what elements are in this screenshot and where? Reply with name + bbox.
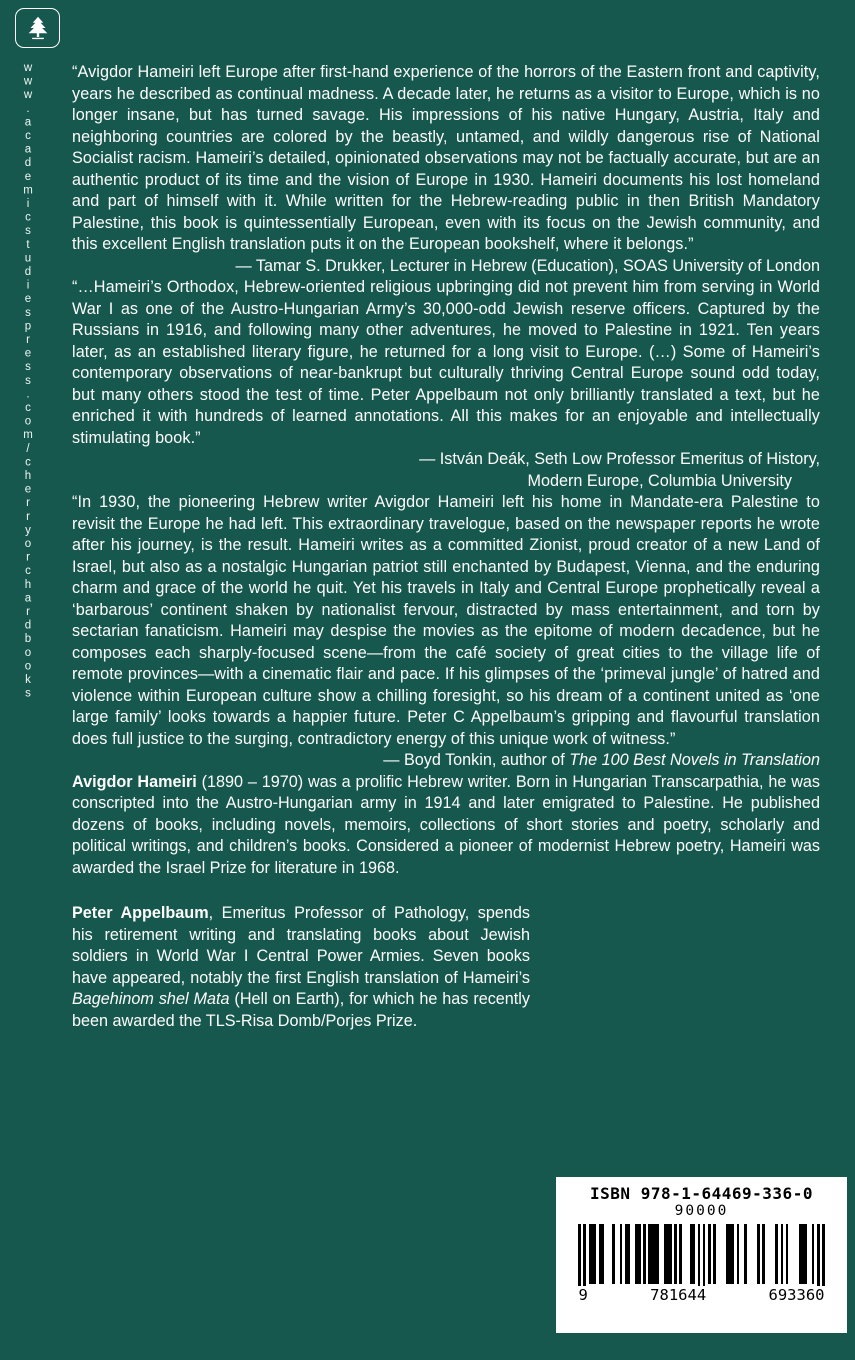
translator-name-peter-appelbaum: Peter Appelbaum (72, 904, 209, 922)
review-blurb-2 (72, 277, 820, 492)
translator-bio-book-title: Bagehinom shel Mata (72, 990, 230, 1008)
author-name-avigdor-hameiri: Avigdor Hameiri (72, 772, 197, 791)
author-bio-avigdor-hameiri (72, 772, 820, 880)
blurb-3-attribution (72, 750, 820, 772)
blurb-2-attribution (72, 449, 820, 492)
isbn-text: ISBN 978-1-64469-336-0 (590, 1184, 813, 1203)
blurb-3-attribution-book-title: The 100 Best Novels in Translation (569, 751, 820, 769)
publisher-logo (15, 8, 60, 48)
review-blurb-1 (72, 62, 820, 277)
barcode-digits (576, 1286, 828, 1304)
isbn-addon-code: 90000 (674, 1203, 729, 1219)
barcode-digit-group-2: 781644 (647, 1286, 709, 1304)
back-cover-text-column (72, 62, 820, 1354)
review-blurb-3 (72, 492, 820, 772)
blurb-3-text: “In 1930, the pioneering Hebrew writer Avigdor Hameiri left his home in Mandate-era Palestine to revisit the Europe he had left. This extraordinary travelogue, based on the newspaper reports he wrote after his journey, is the result. Hameiri writes as a committed Zionist, proud creator of a new Land of Israel, but also as a nostalgic Hungarian patriot still enchanted by Budapest, Vienna, and the enduring charm and grace of the world he quit. Yet his travels in Italy and Central Europe prophetically reveal a ‘barbarous’ continent shaken by nationalist fervour, distracted by mass entertainment, and torn by sectarian fanaticism. Hameiri may despise the movies as the epitome of modern decadence, but he composes each sharply-focused scene—from the café society of great cities to the village life of remote provinces—with a cinematic flair and pace. If his glimpses of the ‘primeval jungle’ of hatred and violence within European culture show a chilling foresight, so his dream of a continent united as ‘one large family’ looks towards a happier future. Peter C Appelbaum’s gripping and flavourful translation does full justice to the surging, contradictory energy of this unique work of witness.” (72, 493, 820, 748)
translator-bio-text-1: , Emeritus Professor of Pathology, spends his retirement writing and translating books about Jewish soldiers in World War I Central Power Armies. Seven books have appeared, notably the first English translation of Hameiri’s (72, 904, 530, 987)
translator-bio-text-2: (Hell on Earth), for which he has recently been awarded the TLS-Risa Domb/Porjes Prize. (72, 990, 530, 1030)
translator-bio-peter-appelbaum (72, 903, 530, 1032)
blurb-1-attribution: — Tamar S. Drukker, Lecturer in Hebrew (Education), SOAS University of London (235, 256, 820, 275)
blurb-2-text: “…Hameiri’s Orthodox, Hebrew-oriented religious upbringing did not prevent him from serving in World War I as one of the Austro-Hungarian Army’s 30,000-odd Jewish reserve officers. Captured by the Russians in 1916, and following many other adventures, he moved to Palestine in 1921. Ten years later, as an established literary figure, he returned for a long visit to Europe. (…) Some of Hameiri’s contemporary observations of near-bankrupt but culturally thriving Central Europe sound odd today, but many others stood the test of time. Peter Appelbaum not only brilliantly translated a text, but he enriched it with hundreds of learned annotations. All this makes for an enjoyable and intellectually stimulating book.” (72, 278, 820, 447)
isbn-barcode-panel (556, 1177, 847, 1333)
tree-icon (23, 14, 53, 42)
bottom-row (72, 903, 820, 1032)
author-bio-avigdor-text: (1890 – 1970) was a prolific Hebrew writer. Born in Hungarian Transcarpathia, he was conscripted into the Austro-Hungarian army in 1914 and later emigrated to Palestine. He published dozens of books, including novels, memoirs, collections of short stories and poetry, scholarly and political writings, and children’s books. Considered a pioneer of modernist Hebrew poetry, Hameiri was awarded the Israel Prize for literature in 1968. (72, 772, 820, 877)
blurb-3-attribution-prefix: — Boyd Tonkin, author of (383, 751, 570, 769)
barcode-digit-group-3: 693360 (766, 1286, 828, 1304)
blurb-1-text: “Avigdor Hameiri left Europe after first-hand experience of the horrors of the Eastern front and captivity, years he described as continual madness. A decade later, he returns as a visitor to Europe, which is no longer insane, but has turned savage. His impressions of his native Hungary, Austria, Italy and neighboring countries are colored by the beastly, untamed, and wildly dangerous rise of National Socialist racism. Hameiri’s detailed, opinionated observations may not be factually accurate, but are an authentic product of its time and the vision of Europe in 1930. Hameiri documents his lost homeland and part of himself with it. While written for the Hebrew-reading public in then British Mandatory Palestine, this book is quintessentially European, even with its focus on the Jewish community, and this excellent English translation puts it on the European bookshelf, where it belongs.” (72, 63, 820, 253)
publisher-url-vertical: www.academicstudiespress.com/cherryorchardbooks (22, 62, 34, 702)
blurb-2-attribution-line-2: Modern Europe, Columbia University (527, 471, 792, 490)
blurb-2-attribution-line-1: — István Deák, Seth Low Professor Emeritus of History, (419, 450, 820, 468)
barcode-digit-group-1: 9 (576, 1286, 591, 1304)
